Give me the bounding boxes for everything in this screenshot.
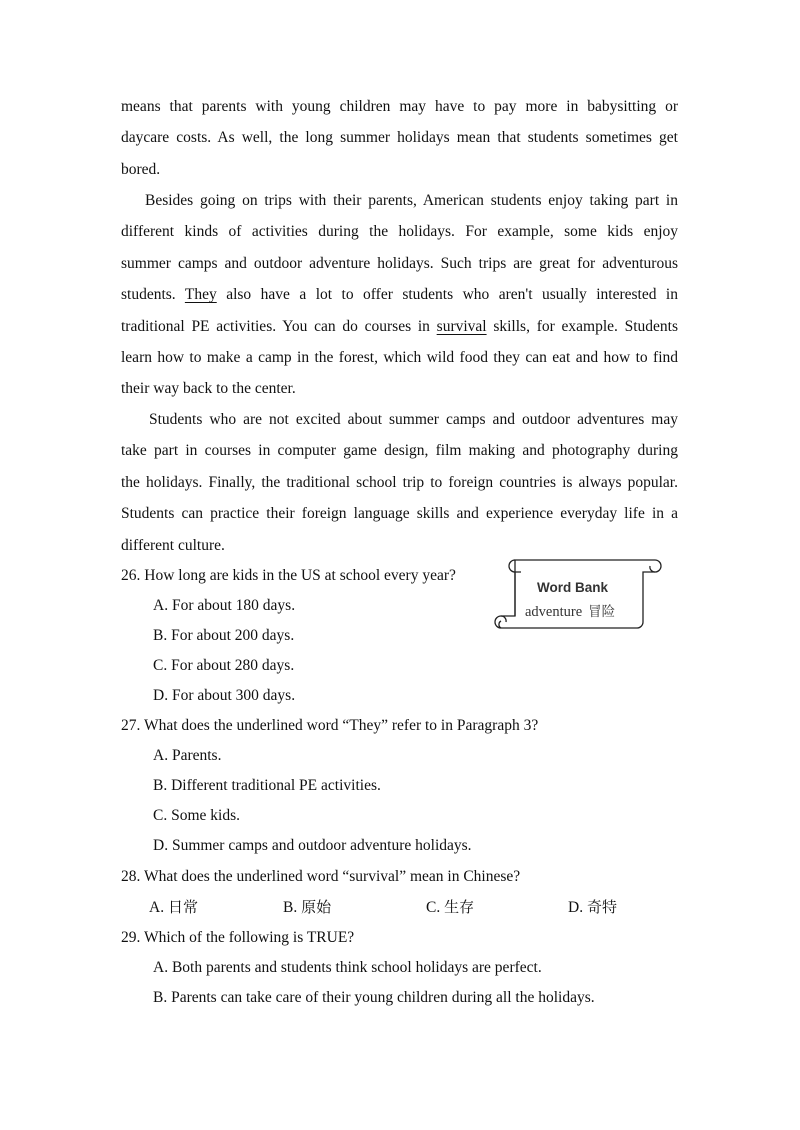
passage-line: learn how to make a camp in the forest, which wild food they can eat and how to find [121, 348, 678, 366]
question-27: 27. What does the underlined word “They” refer to in Paragraph 3? [121, 717, 539, 734]
option-28-b[interactable]: B. 原始 [283, 898, 332, 916]
underlined-word-they: They [184, 286, 217, 304]
option-29-a[interactable]: A. Both parents and students think school holidays are perfect. [153, 959, 542, 976]
passage-line: Besides going on trips with their parents, American students enjoy taking part in [145, 192, 678, 209]
word-bank-entry: adventure 冒险 [525, 604, 616, 620]
underlined-word-survival: survival [436, 317, 487, 335]
passage-line: the holidays. Finally, the traditional school trip to foreign countries is always popular. [121, 473, 678, 491]
question-29: 29. Which of the following is TRUE? [121, 929, 355, 946]
word-bank-scroll [493, 556, 663, 630]
passage-paragraph-3 [121, 404, 678, 561]
option-26-b[interactable]: B. For about 200 days. [153, 627, 295, 644]
passage-line: means that parents with young children may have to pay more in babysitting or [121, 98, 678, 115]
option-28-c[interactable]: C. 生存 [426, 898, 475, 916]
passage-line: summer camps and outdoor adventure holidays. Such trips are great for adventurous [121, 254, 678, 272]
option-28-d[interactable]: D. 奇特 [568, 898, 617, 916]
passage-line: daycare costs. As well, the long summer holidays mean that students sometimes get [121, 129, 678, 147]
option-28-a[interactable]: A. 日常 [149, 898, 198, 916]
option-26-a[interactable]: A. For about 180 days. [153, 597, 296, 614]
option-26-d[interactable]: D. For about 300 days. [153, 687, 296, 704]
passage-line: different culture. [121, 536, 225, 554]
option-27-d[interactable]: D. Summer camps and outdoor adventure holidays. [153, 837, 472, 854]
option-27-b[interactable]: B. Different traditional PE activities. [153, 777, 381, 794]
passage-line: Students can practice their foreign language skills and experience everyday life in a [121, 505, 678, 523]
passage-line: bored. [121, 160, 161, 178]
question-28: 28. What does the underlined word “survival” mean in Chinese? [121, 868, 521, 885]
passage-paragraph-2 [121, 185, 678, 405]
passage-line: take part in courses in computer game design, film making and photography during [121, 442, 678, 460]
option-29-b[interactable]: B. Parents can take care of their young children during all the holidays. [153, 989, 595, 1006]
word-bank-title: Word Bank [537, 580, 609, 595]
question-26: 26. How long are kids in the US at school every year? [121, 567, 456, 584]
passage-line: students. They also have a lot to offer students who aren't usually interested in [121, 286, 678, 304]
passage-line: traditional PE activities. You can do courses in survival skills, for example. Students [121, 317, 679, 335]
option-27-a[interactable]: A. Parents. [153, 747, 222, 764]
passage-line: Students who are not excited about summer camps and outdoor adventures may [149, 411, 678, 428]
passage-line: different kinds of activities during the holidays. For example, some kids enjoy [121, 223, 678, 241]
passage-line: their way back to the center. [121, 380, 296, 398]
option-26-c[interactable]: C. For about 280 days. [153, 657, 295, 674]
option-27-c[interactable]: C. Some kids. [153, 807, 240, 824]
passage-paragraph-1 [121, 91, 678, 185]
